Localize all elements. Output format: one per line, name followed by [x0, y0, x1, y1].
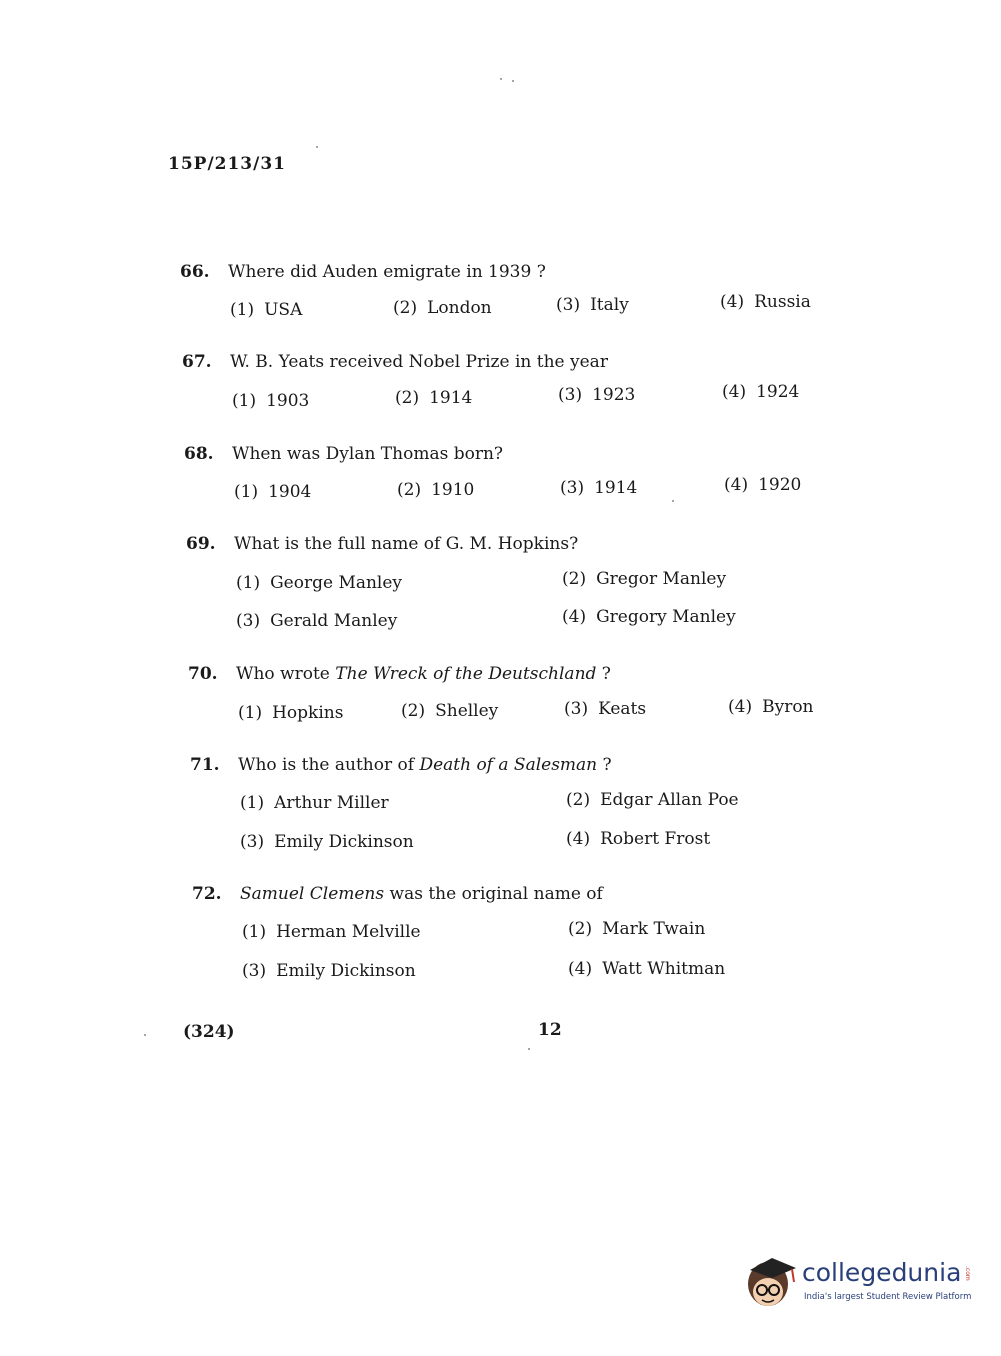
question-number: 68.	[184, 444, 214, 464]
option-1: (1) USA	[230, 300, 303, 320]
option-2: (2) 1914	[395, 388, 473, 408]
option-3: (3) 1923	[558, 385, 636, 405]
collegedunia-logo	[742, 1252, 972, 1312]
option-2: (2) Gregor Manley	[562, 569, 727, 589]
question-text: What is the full name of G. M. Hopkins?	[234, 534, 579, 554]
option-3: (3) Emily Dickinson	[242, 961, 416, 981]
option-4: (4) 1920	[724, 475, 802, 495]
option-1: (1) Herman Melville	[242, 922, 421, 942]
option-1: (1) Arthur Miller	[240, 793, 389, 813]
option-4: (4) Watt Whitman	[568, 959, 726, 979]
question-number: 70.	[188, 664, 218, 684]
option-2: (2) Edgar Allan Poe	[566, 790, 739, 810]
option-2: (2) London	[393, 298, 492, 318]
mascot-icon	[742, 1252, 798, 1312]
question-text: Who is the author of Death of a Salesman ?	[238, 755, 612, 775]
option-1: (1) 1903	[232, 391, 310, 411]
option-2: (2) Mark Twain	[568, 919, 706, 939]
scan-speck	[528, 1048, 530, 1050]
question-text: W. B. Yeats received Nobel Prize in the year	[230, 352, 608, 372]
option-3: (3) Gerald Manley	[236, 611, 398, 631]
option-4: (4) Byron	[728, 697, 814, 717]
option-3: (3) Emily Dickinson	[240, 832, 414, 852]
question-68	[184, 444, 864, 504]
question-67	[182, 352, 862, 412]
option-4: (4) Gregory Manley	[562, 607, 736, 627]
option-2: (2) Shelley	[401, 701, 499, 721]
question-71	[190, 755, 870, 855]
option-4: (4) Robert Frost	[566, 829, 711, 849]
option-1: (1) Hopkins	[238, 703, 344, 723]
footer-code: (324)	[183, 1022, 235, 1042]
question-text: Samuel Clemens was the original name of	[240, 884, 603, 904]
question-text: Who wrote The Wreck of the Deutschland ?	[236, 664, 611, 684]
option-4: (4) Russia	[720, 292, 811, 312]
question-number: 67.	[182, 352, 212, 372]
scan-speck	[512, 80, 514, 82]
question-72	[192, 884, 872, 984]
scan-speck	[500, 78, 502, 80]
question-number: 69.	[186, 534, 216, 554]
paper-code: 15P/213/31	[168, 154, 287, 174]
question-70	[188, 664, 868, 724]
question-number: 71.	[190, 755, 220, 775]
question-text: When was Dylan Thomas born?	[232, 444, 504, 464]
page-number: 12	[538, 1020, 562, 1040]
scan-speck	[672, 500, 674, 502]
logo-tagline: India's largest Student Review Platform	[804, 1292, 972, 1302]
question-69	[186, 534, 866, 634]
question-number: 66.	[180, 262, 210, 282]
logo-com: .com	[964, 1266, 971, 1281]
option-3: (3) Italy	[556, 295, 629, 315]
option-1: (1) George Manley	[236, 573, 403, 593]
scan-speck	[316, 146, 318, 148]
option-2: (2) 1910	[397, 480, 475, 500]
option-3: (3) 1914	[560, 478, 638, 498]
logo-wordmark: collegedunia	[802, 1258, 962, 1287]
option-3: (3) Keats	[564, 699, 647, 719]
scan-speck	[144, 1034, 146, 1036]
question-66	[180, 262, 860, 322]
option-4: (4) 1924	[722, 382, 800, 402]
question-number: 72.	[192, 884, 222, 904]
option-1: (1) 1904	[234, 482, 312, 502]
question-text: Where did Auden emigrate in 1939 ?	[228, 262, 546, 282]
